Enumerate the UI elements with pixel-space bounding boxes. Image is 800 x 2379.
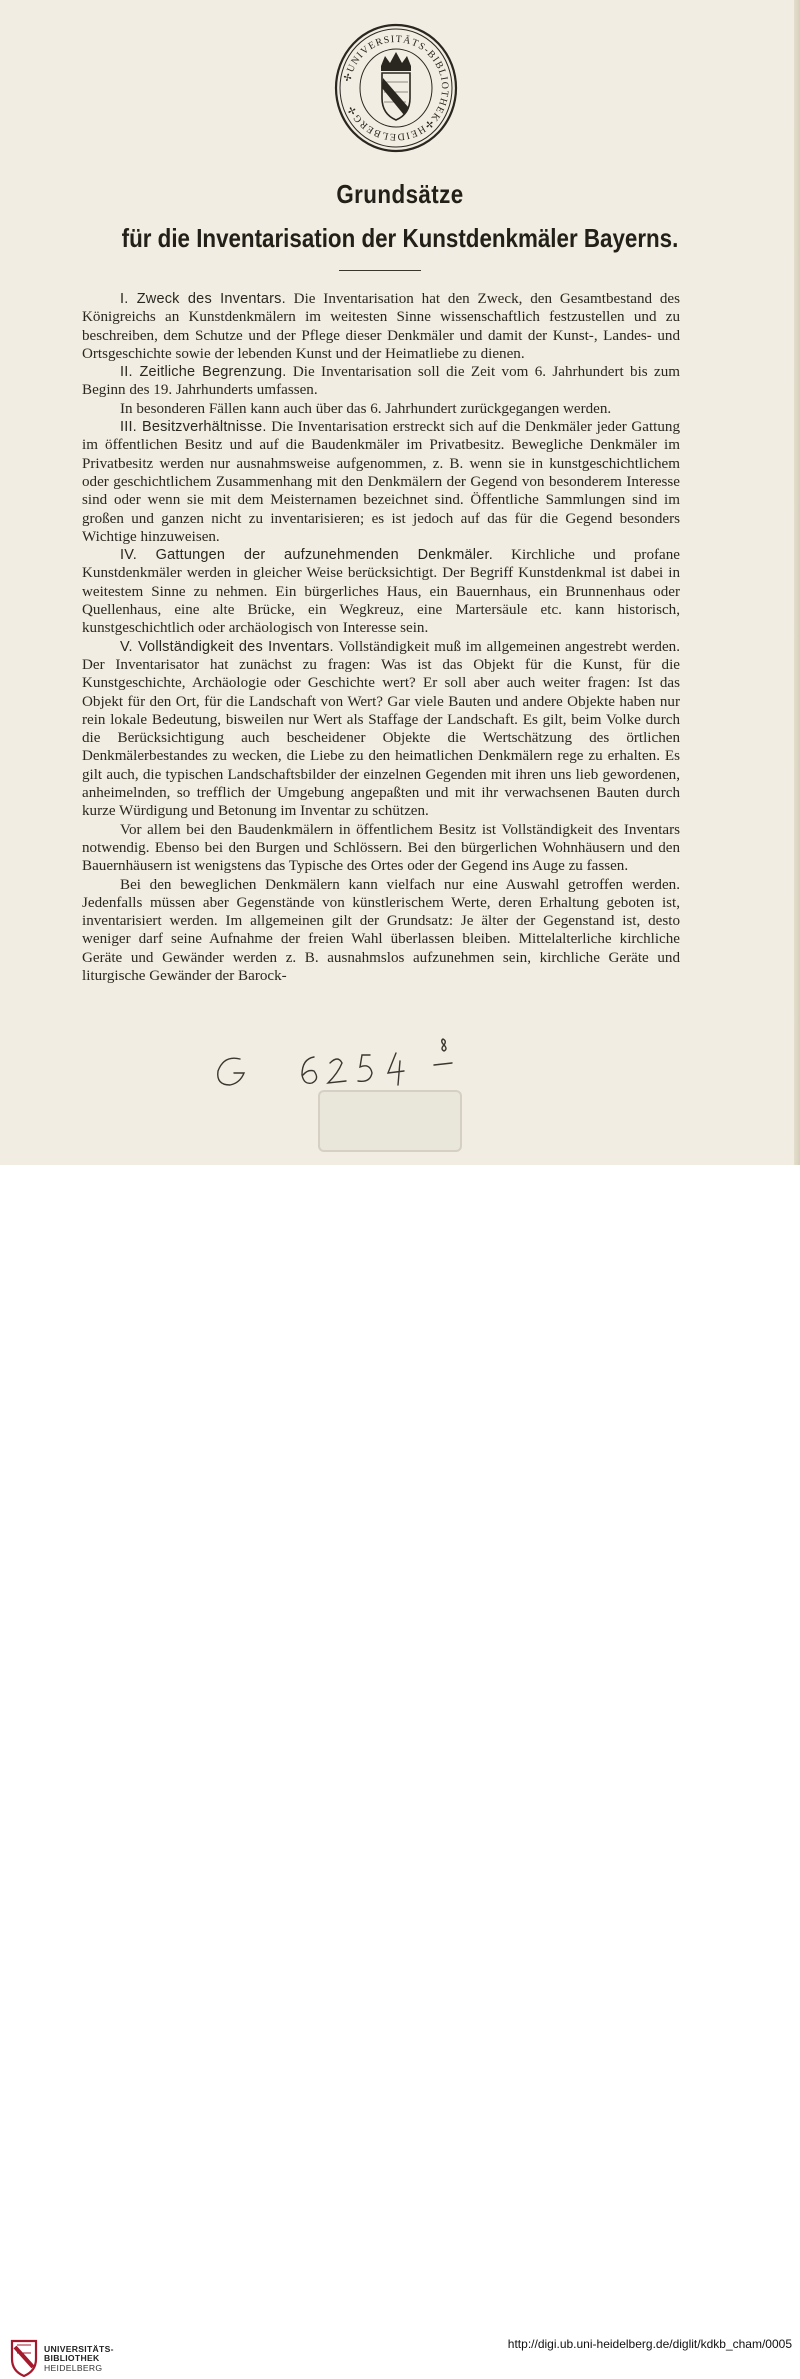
section-heading: I. Zweck des Inventars. (120, 291, 286, 307)
university-library-logo[interactable] (9, 2335, 139, 2379)
logo-line: BIBLIOTHEK (44, 2353, 100, 2364)
paragraph (82, 638, 680, 821)
section-heading: II. Zeitliche Begrenzung. (120, 364, 287, 381)
section-heading: IV. Gattungen der aufzunehmenden Denkmäler. (120, 547, 493, 564)
paragraph (82, 876, 680, 986)
paragraph-text: Bei den beweglichen Denkmälern kann vielfach nur eine Auswahl getroffen werden. Jedenfalls müssen aber Gegenstände von künstlerischem Werte, deren Erhaltung geboten ist, inventarisiert werden. Im allgemeinen gilt der Grundsatz: Je älter der Gegenstand ist, desto weniger darf seine Aufnahme der freien Wahl überlassen bleiben. Mittelalterliche kirchliche Geräte und Gewänder werden z. B. ausnahmslos aufzunehmen sein, kirchliche Geräte und liturgische Gewänder der Barock- (82, 876, 680, 984)
paragraph-text: Kirchliche und profane Kunstdenkmäler werden in gleicher Weise berücksichtigt. Der Begriff Kunstdenkmal ist dabei in weitestem Sinne zu nehmen. Ein bürgerliches Haus, ein Bauernhaus, ein Brunnenhaus oder Quellenhaus, eine alte Brücke, ein Wegkreuz, eine Martersäule etc. kann historisch, kunstgeschichtlich oder archäologisch von Interesse sein. (82, 547, 680, 637)
source-url-link[interactable]: http://digi.ub.uni-heidelberg.de/diglit/kdkb_cham/0005 (507, 2337, 792, 2351)
paragraph-text: In besonderen Fällen kann auch über das 6. Jahrhundert zurückgegangen werden. (120, 400, 612, 417)
viewer-footer (0, 1165, 800, 2373)
paragraph-text: Die Inventarisation erstreckt sich auf die Denkmäler jeder Gattung im öffentlichen Besitz und auf die Baudenkmäler im Privatbesitz. Bewegliche Denkmäler im Privatbesitz werden nur ausnahmsweise aufgenommen, z. B. wenn sie in kunstgeschichtlichem oder geschichtlichem Zusammenhang mit den Denkmälern der Gegend von besonderem Interesse sind oder wenn sie mit dem Meisternamen bezeichnet sind. Öffentliche Sammlungen sind im großen und ganzen nicht zu inventarisieren; es ist jedoch auf das für die Gegend besonders Wichtige hinzuweisen. (82, 419, 680, 545)
logo-line: UNIVERSITÄTS- (44, 2344, 114, 2354)
scanned-page (0, 0, 800, 1165)
section-heading: V. Vollständigkeit des Inventars. (120, 638, 334, 655)
library-shield-icon (9, 2337, 39, 2377)
paragraph (82, 821, 680, 876)
document-title: Grundsätze (336, 179, 464, 209)
library-stamp-seal (333, 22, 459, 154)
paragraph (82, 290, 680, 363)
logo-line: HEIDELBERG (44, 2362, 103, 2373)
paragraph-text: Vor allem bei den Baudenkmälern in öffentlichem Besitz ist Vollständigkeit des Inventars notwendig. Ebenso bei den Burgen und Schlössern. Bei den bürgerlichen Wohnhäusern und den Bauernhäusern ist wenigstens das Typische des Ortes oder der Gegend ins Auge zu fassen. (82, 821, 680, 875)
paragraph (82, 363, 680, 400)
paragraph (82, 400, 680, 418)
paragraph-text: Vollständigkeit muß im allgemeinen angestrebt werden. Der Inventarisator hat zunächst zu fragen: Was ist das Objekt für die Kunst, für die Kunstgeschichte, Archäologie oder Geschichte wert? Er soll aber auch weiter fragen: Ist das Objekt für den Ort, für die Landschaft von Wert? Gar viele Bauten und andere Objekte haben nur rein lokale Bedeutung, bisweilen nur Wert als Staffage der Landschaft. Es gilt, beim Volke durch die Berücksichtigung auch bescheidener Objekte die Wertschätzung des örtlichen Denkmälerbestandes zu wecken, die Liebe zu den heimatlichen Denkmälern rege zu erhalten. Es gilt auch, die typischen Landschaftsbilder der einzelnen Gegenden mit ihren uns lieb gewordenen, anheimelnden, so trefflich der Umgebung angepaßten und mit ihr verwachsenen Bauten durch kurze Würdigung und Betonung im Inventar zu schützen. (82, 638, 680, 820)
paragraph (82, 546, 680, 637)
title-divider (339, 270, 421, 271)
paragraph-text: Die Inventarisation hat den Zweck, den Gesamtbestand des Königreichs an Kunstdenkmälern im weitesten Sinne wissenschaftlich festzustellen und zu beschreiben, dem Schutze und der Pflege dieser Denkmäler und damit der Kunst-, Landes- und Ortsgeschichte sowie der lebenden Kunst und der Heimatliebe zu dienen. (82, 291, 681, 362)
section-heading: III. Besitzverhältnisse. (120, 419, 267, 436)
document-subtitle: für die Inventarisation der Kunstdenkmäler Bayerns. (121, 223, 679, 253)
paragraph (82, 418, 680, 546)
svg-text:✢UNIVERSITÄTS-BIBLIOTHEK✢HEIDE: ✢UNIVERSITÄTS-BIBLIOTHEK✢HEIDELBERG✢ (342, 33, 451, 143)
faded-library-stamp (318, 1090, 462, 1152)
handwritten-signature (210, 1037, 470, 1097)
paragraph-text: Die Inventarisation soll die Zeit vom 6. Jahrhundert bis zum Beginn des 19. Jahrhunderts umfassen. (82, 364, 680, 399)
page-edge (794, 0, 800, 1165)
document-body (82, 290, 680, 985)
